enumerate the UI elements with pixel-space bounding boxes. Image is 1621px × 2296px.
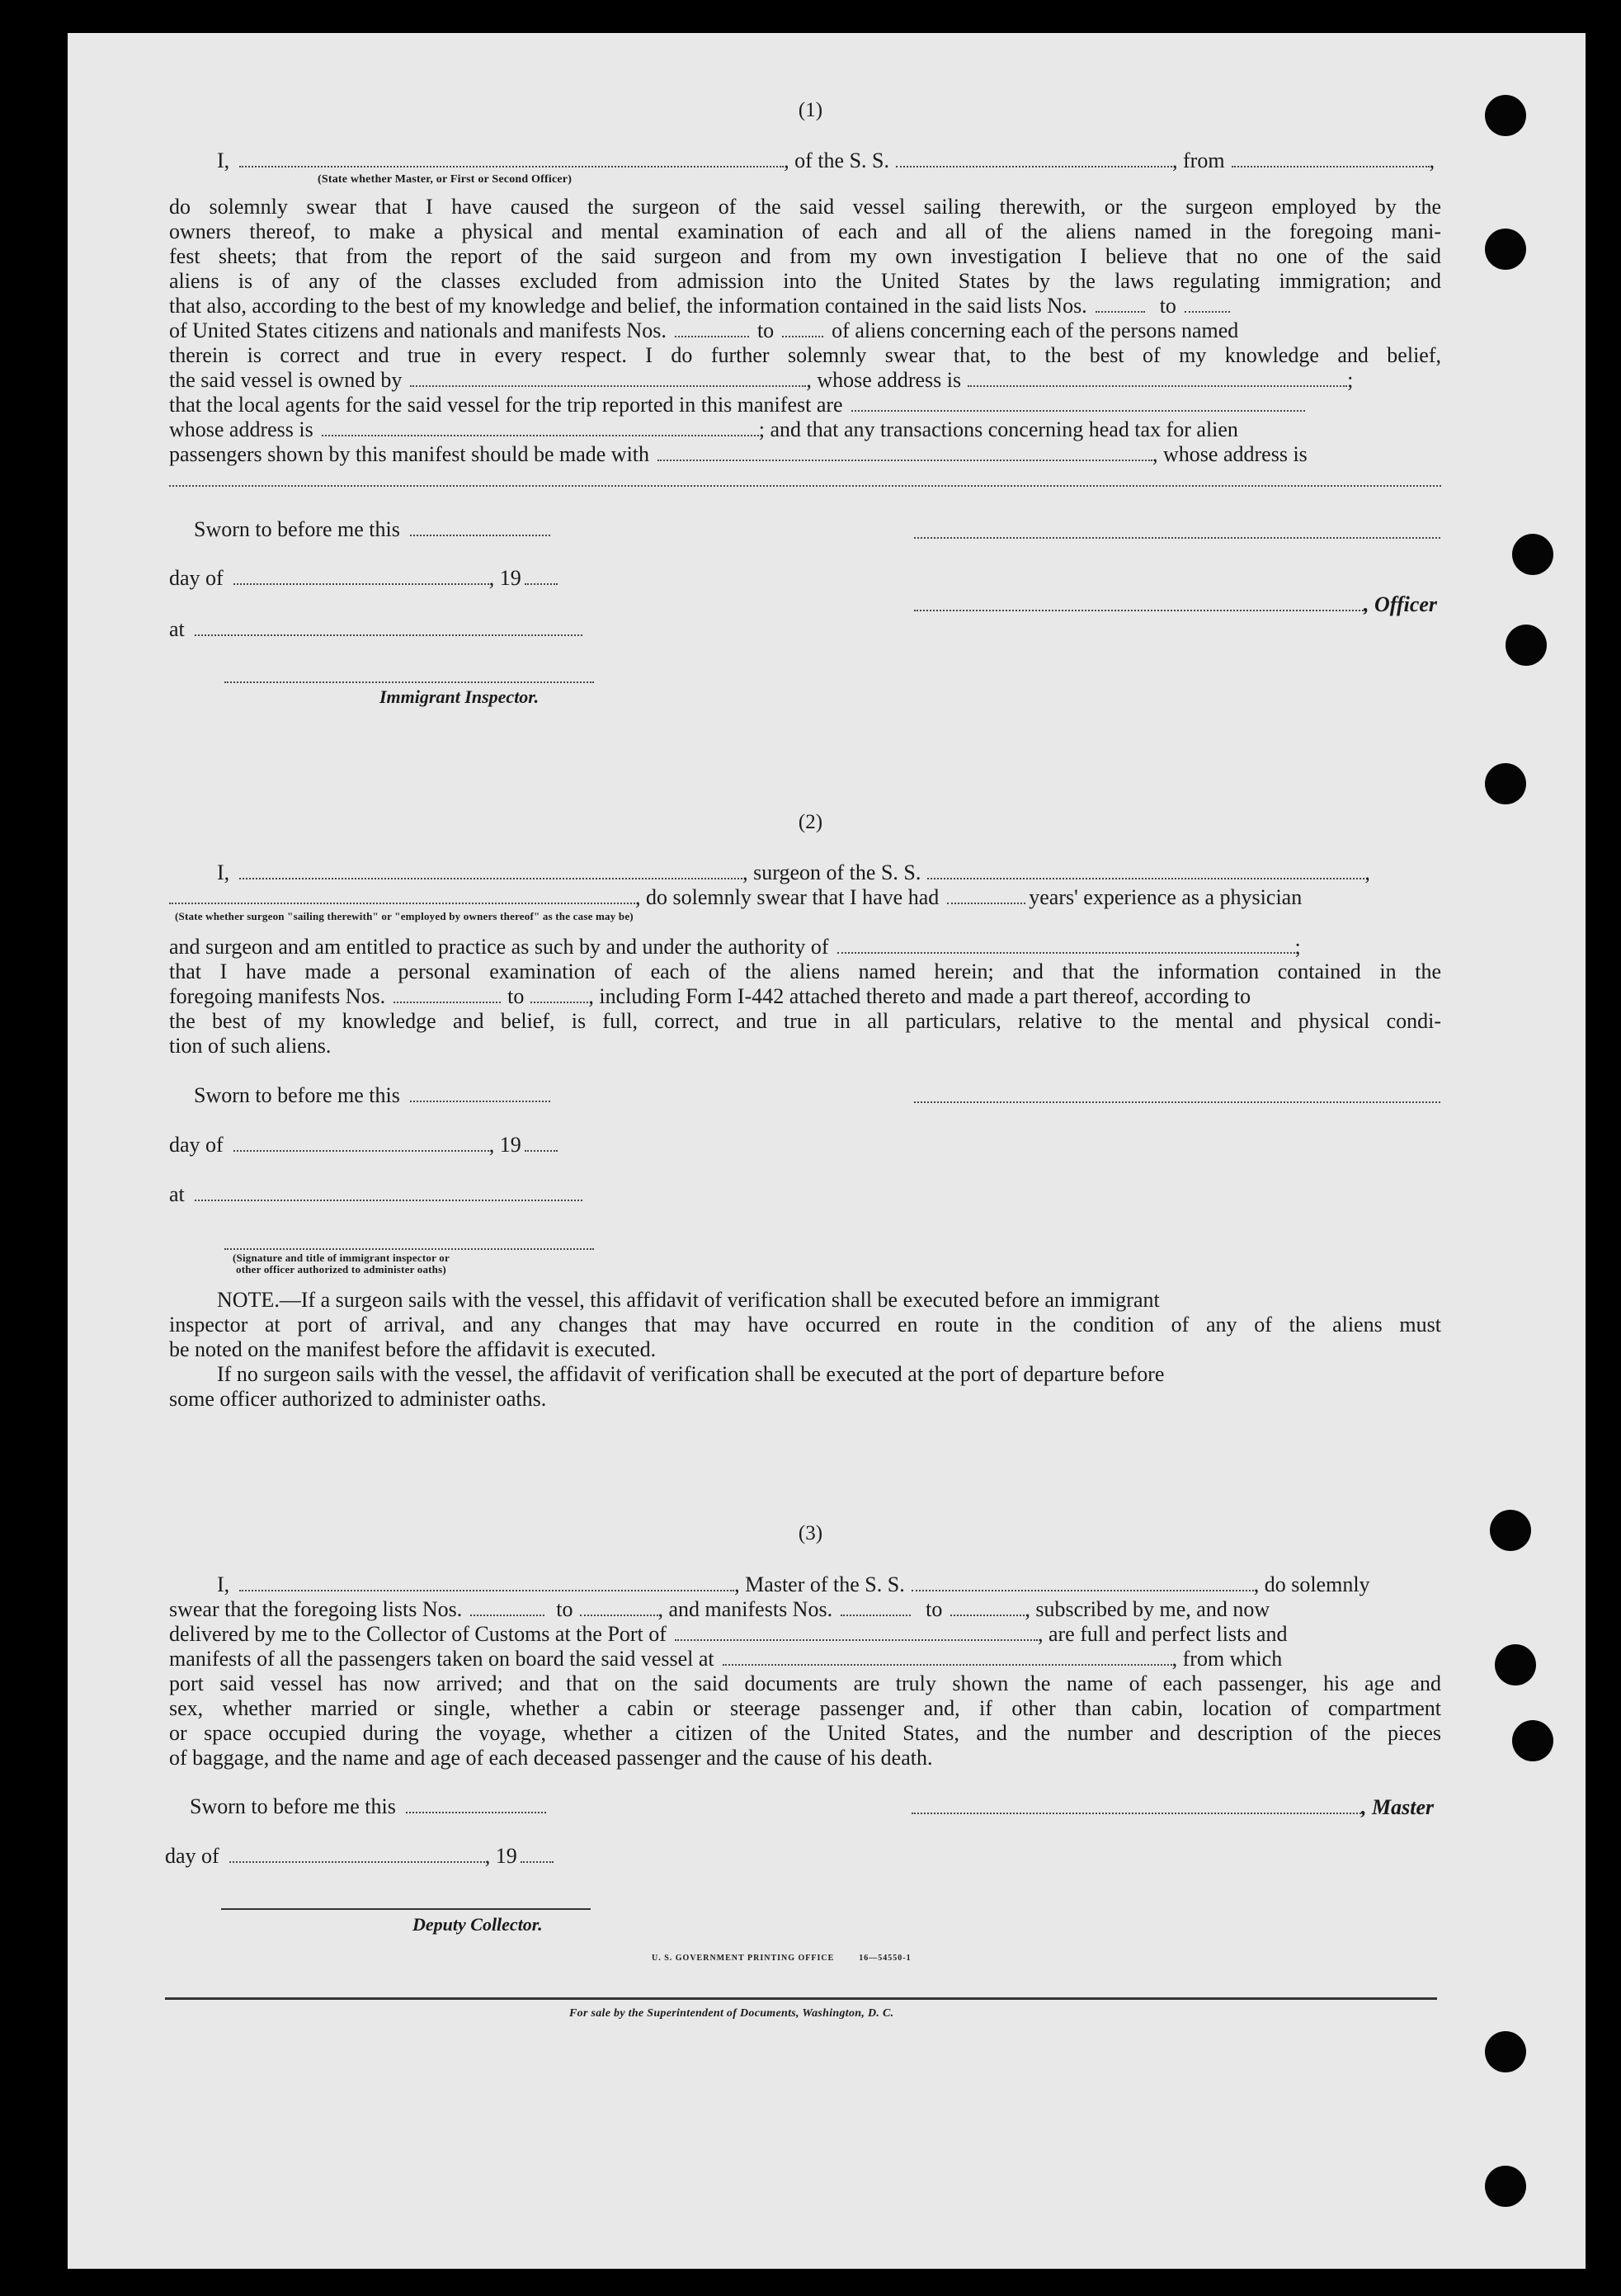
s1-body-line: that also, according to the best of my knowledge and belief, the information contained in the said lists Nos. to: [169, 294, 1441, 318]
s1-body-line: the said vessel is owned by , whose address is ;: [169, 368, 1354, 392]
s3-year-field[interactable]: [521, 1845, 554, 1863]
s3-line-boarded: manifests of all the passengers taken on board the said vessel at , from which: [169, 1647, 1283, 1671]
s1-at: at: [169, 617, 582, 642]
s1-month-field[interactable]: [233, 567, 489, 585]
s1-inspector-label: Immigrant Inspector.: [379, 686, 540, 707]
s3-body-line: sex, whether married or single, whether a cabin or steerage passenger and, if other than cabin, location of compartment: [169, 1696, 1441, 1720]
s2-manifest-to-field[interactable]: [530, 985, 588, 1003]
s2-at-place-field[interactable]: [195, 1183, 582, 1201]
s1-officer-note: (State whether Master, or First or Second Officer): [318, 173, 573, 186]
s3-ship-name-field[interactable]: [912, 1573, 1254, 1591]
agents-address-field[interactable]: [322, 418, 759, 436]
s3-month-field[interactable]: [229, 1845, 485, 1863]
s1-body-line: of United States citizens and nationals and manifests Nos. to of aliens concerning each of the persons named: [169, 318, 1239, 342]
s3-manifest-to-field[interactable]: [950, 1598, 1025, 1616]
s2-note-line: NOTE.—If a surgeon sails with the vessel, this affidavit of verification shall be executed before an immigrant: [217, 1288, 1160, 1312]
punch-hole: [1512, 534, 1553, 575]
s2-note-line: If no surgeon sails with the vessel, the affidavit of verification shall be executed at the port of departure before: [217, 1362, 1165, 1386]
s1-body-line: do solemnly swear that I have caused the surgeon of the said vessel sailing therewith, or the surgeon employed by the: [169, 195, 1441, 219]
s3-line-master: I, , Master of the S. S. , do solemnly: [217, 1572, 1370, 1596]
s3-body-line: port said vessel has now arrived; and that on the said documents are truly shown the name of each passenger, his age and: [169, 1671, 1441, 1695]
s2-manifest-from-field[interactable]: [393, 985, 501, 1003]
s2-body-line: and surgeon and am entitled to practice as such by and under the authority of ;: [169, 935, 1301, 959]
s1-body-line: fest sheets; that from the report of the said surgeon and from my own investigation I believe that no one of the said: [169, 244, 1441, 268]
s2-sworn: Sworn to before me this: [194, 1083, 550, 1108]
s1-inspector-signature-line[interactable]: [224, 681, 594, 683]
s3-list-from-field[interactable]: [470, 1598, 544, 1616]
s1-at-place-field[interactable]: [195, 618, 582, 636]
s1-year-field[interactable]: [525, 567, 558, 585]
owner-field[interactable]: [410, 369, 806, 387]
list-no-from-field[interactable]: [1096, 295, 1145, 313]
s3-deputy-label: Deputy Collector.: [412, 1914, 543, 1935]
s1-body-line: passengers shown by this manifest should be made with , whose address is: [169, 442, 1308, 466]
s2-signature-note: (Signature and title of immigrant inspector or other officer authorized to administer oaths): [233, 1252, 450, 1275]
footer-rule: [165, 1997, 1437, 2000]
list-no-to-field[interactable]: [1185, 295, 1230, 313]
s3-deputy-signature-line[interactable]: [221, 1908, 591, 1910]
owner-address-field[interactable]: [968, 369, 1347, 387]
s2-at: at: [169, 1182, 582, 1207]
ship-name-field[interactable]: [896, 149, 1172, 167]
punch-hole: [1512, 1720, 1553, 1761]
s3-manifest-from-field[interactable]: [841, 1598, 911, 1616]
s1-day-of: day of , 19: [169, 566, 558, 591]
s3-line-lists: swear that the foregoing lists Nos. to , and manifests Nos. to , subscribed by me, and now: [169, 1597, 1270, 1621]
footer-sale-note: For sale by the Superintendent of Documents, Washington, D. C.: [569, 2007, 894, 2020]
s3-sworn-day-field[interactable]: [406, 1795, 546, 1813]
punch-hole: [1485, 2031, 1526, 2072]
s3-sworn: Sworn to before me this: [190, 1794, 546, 1819]
s3-line-port: delivered by me to the Collector of Customs at the Port of , are full and perfect lists and: [169, 1622, 1288, 1646]
s2-note-line: inspector at port of arrival, and any changes that may have occurred en route in the condition of any of the aliens must: [169, 1313, 1441, 1337]
s2-note-line: some officer authorized to administer oaths.: [169, 1387, 547, 1411]
s2-body-line: foregoing manifests Nos. to , including Form I-442 attached thereto and made a part thereof, according to: [169, 984, 1251, 1008]
s2-sworn-day-field[interactable]: [410, 1084, 550, 1102]
local-agents-field[interactable]: [851, 394, 1305, 412]
manifest-no-from-field[interactable]: [675, 319, 749, 337]
section-3-number: (3): [798, 1522, 823, 1544]
s2-note-line: be noted on the manifest before the affidavit is executed.: [169, 1337, 657, 1361]
manifest-no-to-field[interactable]: [782, 319, 823, 337]
years-experience-field[interactable]: [947, 886, 1025, 904]
head-tax-party-field[interactable]: [657, 443, 1152, 461]
s1-line-master: I, , of the S. S. , from ,: [217, 149, 1435, 172]
s2-surgeon-signature-line[interactable]: [914, 1101, 1440, 1103]
s2-line-surgeon: I, , surgeon of the S. S. ,: [217, 860, 1370, 884]
s3-port-field[interactable]: [675, 1623, 1038, 1641]
s1-body-line: aliens is of any of the classes excluded from admission into the United States by the laws regulating immigration; and: [169, 269, 1441, 293]
s3-list-to-field[interactable]: [580, 1598, 658, 1616]
s2-inspector-signature-line[interactable]: [224, 1248, 594, 1250]
s2-line-experience: , do solemnly swear that I have had years' experience as a physician: [169, 885, 1441, 910]
s2-surgeon-note: (State whether surgeon "sailing therewith" or "employed by owners thereof" as the case may be): [175, 910, 634, 922]
s3-master-name-field[interactable]: [239, 1573, 734, 1591]
s1-body-line: that the local agents for the said vessel for the trip reported in this manifest are: [169, 393, 1441, 417]
s1-body-line: whose address is ; and that any transactions concerning head tax for alien: [169, 417, 1238, 441]
s2-month-field[interactable]: [233, 1134, 489, 1152]
section-1-number: (1): [798, 99, 823, 121]
section-2-number: (2): [798, 811, 823, 833]
s1-sworn: Sworn to before me this: [194, 517, 550, 542]
s1-sworn-day-field[interactable]: [410, 518, 550, 536]
s2-year-field[interactable]: [525, 1134, 558, 1152]
s1-body-line: owners thereof, to make a physical and mental examination of each and all of the aliens named in the foregoing mani-: [169, 219, 1441, 243]
punch-hole: [1485, 229, 1526, 270]
master-name-field[interactable]: [239, 149, 784, 167]
s3-day-of: day of , 19: [165, 1844, 554, 1869]
s2-ship-name-field[interactable]: [927, 861, 1364, 879]
surgeon-name-field[interactable]: [239, 861, 742, 879]
s3-boarded-at-field[interactable]: [723, 1648, 1172, 1666]
punch-hole: [1506, 625, 1547, 666]
s3-body-line: or space occupied during the voyage, whether a citizen of the United States, and the number and description of the pieces: [169, 1721, 1441, 1745]
s3-body-line: of baggage, and the name and age of each deceased passenger and the cause of his death.: [169, 1746, 933, 1770]
punch-hole: [1485, 2166, 1526, 2207]
authority-field[interactable]: [837, 936, 1295, 954]
s2-body-line: that I have made a personal examination of each of the aliens named herein; and that the information contained in the: [169, 959, 1441, 983]
s2-body-line: tion of such aliens.: [169, 1034, 332, 1058]
s3-master-line: , Master: [912, 1795, 1434, 1820]
s1-body-line: therein is correct and true in every respect. I do further solemnly swear that, to the best of my knowledge and belief,: [169, 343, 1441, 367]
surgeon-status-field[interactable]: [169, 886, 635, 904]
punch-hole: [1485, 763, 1526, 804]
s2-body-line: the best of my knowledge and belief, is full, correct, and true in all particulars, relative to the mental and physical condi-: [169, 1009, 1441, 1033]
punch-hole: [1495, 1644, 1536, 1685]
from-port-field[interactable]: [1232, 149, 1430, 167]
s3-master-signature-field[interactable]: [912, 1796, 1361, 1814]
s1-master-signature-line[interactable]: [914, 537, 1440, 539]
s1-officer-signature-field[interactable]: [914, 593, 1364, 611]
s2-day-of: day of , 19: [169, 1133, 558, 1157]
head-tax-address-field[interactable]: [169, 485, 1441, 487]
s1-officer-line: , Officer: [914, 592, 1437, 617]
printing-office-imprint: U. S. GOVERNMENT PRINTING OFFICE 16—54550-1: [652, 1954, 912, 1963]
